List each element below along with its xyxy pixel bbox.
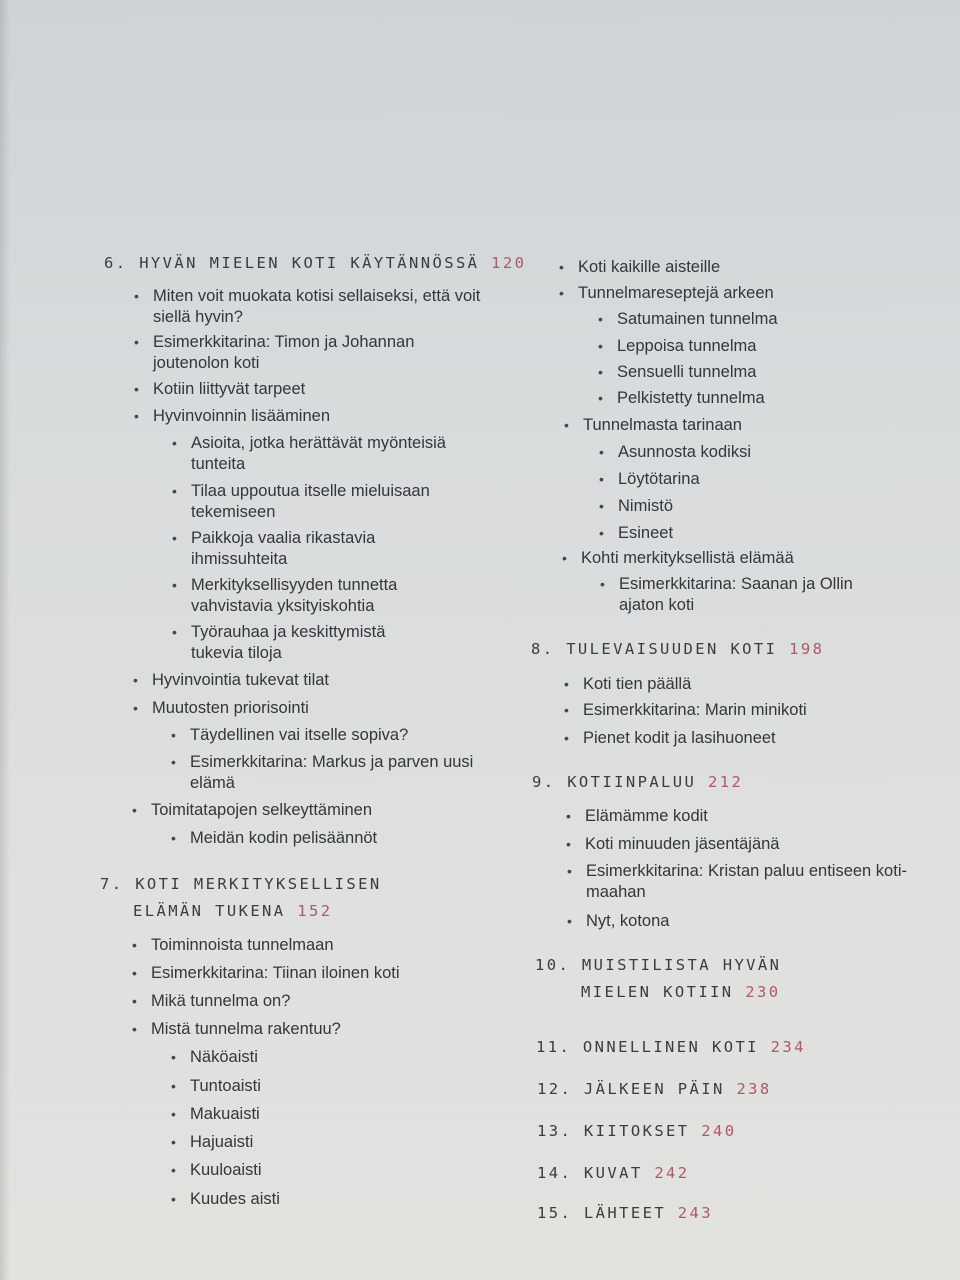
chapter-title: 13. KIITOKSET <box>537 1122 690 1140</box>
toc-subentry: • Sensuelli tunnelma <box>617 362 917 383</box>
page-edge-shadow <box>0 0 10 1280</box>
page-number: 242 <box>654 1164 690 1182</box>
chapter-title: 11. ONNELLINEN KOTI <box>536 1038 759 1056</box>
chapter-title-line-1: 7. KOTI MERKITYKSELLISEN <box>100 875 382 893</box>
toc-subentry: • Tilaa uppoutua itselle mieluisaan tekemiseen <box>191 481 461 523</box>
toc-subentry: • Leppoisa tunnelma <box>617 336 917 357</box>
toc-subentry: • Esimerkkitarina: Markus ja parven uusi elämä <box>190 752 480 794</box>
toc-subentry: • Työrauhaa ja keskittymistä tukevia tiloja <box>191 622 416 664</box>
chapter-title: 8. TULEVAISUUDEN KOTI <box>531 640 778 658</box>
toc-entry: • Mistä tunnelma rakentuu? <box>151 1019 471 1040</box>
chapter-6-heading <box>104 250 526 277</box>
toc-entry: • Koti tien päällä <box>583 674 903 695</box>
toc-subentry: • Täydellinen vai itselle sopiva? <box>190 725 490 746</box>
toc-subentry: • Kuudes aisti <box>190 1189 440 1210</box>
chapter-title: 6. HYVÄN MIELEN KOTI KÄYTÄNNÖSSÄ <box>104 254 480 272</box>
toc-subentry: • Meidän kodin pelisäännöt <box>190 828 490 849</box>
toc-subentry: • Makuaisti <box>190 1104 440 1125</box>
toc-entry: • Toimitatapojen selkeyttäminen <box>151 800 471 821</box>
toc-entry: • Esimerkkitarina: Timon ja Johannan joutenolon koti <box>153 332 453 374</box>
toc-entry: • Esimerkkitarina: Tiinan iloinen koti <box>151 963 471 984</box>
toc-entry: • Hyvinvointia tukevat tilat <box>152 670 472 691</box>
toc-subentry: • Satumainen tunnelma <box>617 309 917 330</box>
chapter-7-heading <box>100 871 382 925</box>
chapter-13-heading <box>537 1118 736 1145</box>
toc-entry: • Koti kaikille aisteille <box>578 257 898 278</box>
toc-subentry: • Merkityksellisyyden tunnetta vahvistavia yksityiskohtia <box>191 575 441 617</box>
toc-subentry: • Kuuloaisti <box>190 1160 440 1181</box>
toc-subentry: • Esimerkkitarina: Saanan ja Ollin ajaton koti <box>619 574 889 616</box>
chapter-title: 14. KUVAT <box>537 1164 643 1182</box>
toc-entry: • Koti minuuden jäsentäjänä <box>585 834 915 855</box>
page-number: 198 <box>789 640 825 658</box>
toc-entry: • Pienet kodit ja lasihuoneet <box>583 728 903 749</box>
chapter-10-heading <box>535 952 781 1006</box>
toc-subentry: • Asioita, jotka herättävät myönteisiä tunteita <box>191 433 476 475</box>
chapter-14-heading <box>537 1160 690 1187</box>
toc-entry: • Mikä tunnelma on? <box>151 991 471 1012</box>
toc-entry: • Hyvinvoinnin lisääminen <box>153 406 473 427</box>
page-number: 240 <box>701 1122 737 1140</box>
chapter-8-heading <box>531 636 824 663</box>
chapter-title: 15. LÄHTEET <box>537 1204 667 1222</box>
toc-subentry: • Paikkoja vaalia rikastavia ihmissuhteita <box>191 528 406 570</box>
chapter-title: 9. KOTIINPALUU <box>532 773 697 791</box>
toc-subentry: • Tuntoaisti <box>190 1076 440 1097</box>
toc-entry: • Esimerkkitarina: Marin minikoti <box>583 700 903 721</box>
toc-entry: • Nyt, kotona <box>586 911 916 932</box>
toc-subentry: • Näköaisti <box>190 1047 440 1068</box>
chapter-11-heading <box>536 1034 806 1061</box>
chapter-title-line-2: ELÄMÄN TUKENA <box>133 902 286 920</box>
toc-entry: • Kotiin liittyvät tarpeet <box>153 379 473 400</box>
toc-entry: • Tunnelmareseptejä arkeen <box>578 283 898 304</box>
toc-subentry: • Löytötarina <box>618 469 918 490</box>
page-number: 234 <box>770 1038 806 1056</box>
chapter-15-heading <box>537 1200 713 1227</box>
toc-entry: • Muutosten priorisointi <box>152 698 472 719</box>
page-number: 120 <box>491 254 527 272</box>
page-number: 230 <box>745 983 781 1001</box>
toc-entry: • Tunnelmasta tarinaan <box>583 415 903 436</box>
chapter-title-line-2: MIELEN KOTIIN <box>581 983 734 1001</box>
chapter-9-heading <box>532 769 743 796</box>
toc-subentry: • Asunnosta kodiksi <box>618 442 918 463</box>
toc-subentry: • Nimistö <box>618 496 918 517</box>
toc-subentry: • Hajuaisti <box>190 1132 440 1153</box>
page-number: 238 <box>736 1080 772 1098</box>
chapter-12-heading <box>537 1076 772 1103</box>
toc-subentry: • Pelkistetty tunnelma <box>617 388 917 409</box>
chapter-title-line-1: 10. MUISTILISTA HYVÄN <box>535 956 782 974</box>
toc-entry: • Miten voit muokata kotisi sellaiseksi, että voit siellä hyvin? <box>153 286 493 328</box>
chapter-title: 12. JÄLKEEN PÄIN <box>537 1080 725 1098</box>
toc-entry: • Esimerkkitarina: Kristan paluu entiseen koti-maahan <box>586 861 936 903</box>
toc-entry: • Toiminnoista tunnelmaan <box>151 935 471 956</box>
toc-subentry: • Esineet <box>618 523 918 544</box>
toc-entry: • Elämämme kodit <box>585 806 915 827</box>
page-number: 212 <box>707 773 744 791</box>
page-number: 243 <box>677 1204 713 1222</box>
page-number: 152 <box>297 902 333 920</box>
toc-entry: • Kohti merkityksellistä elämää <box>581 548 911 569</box>
